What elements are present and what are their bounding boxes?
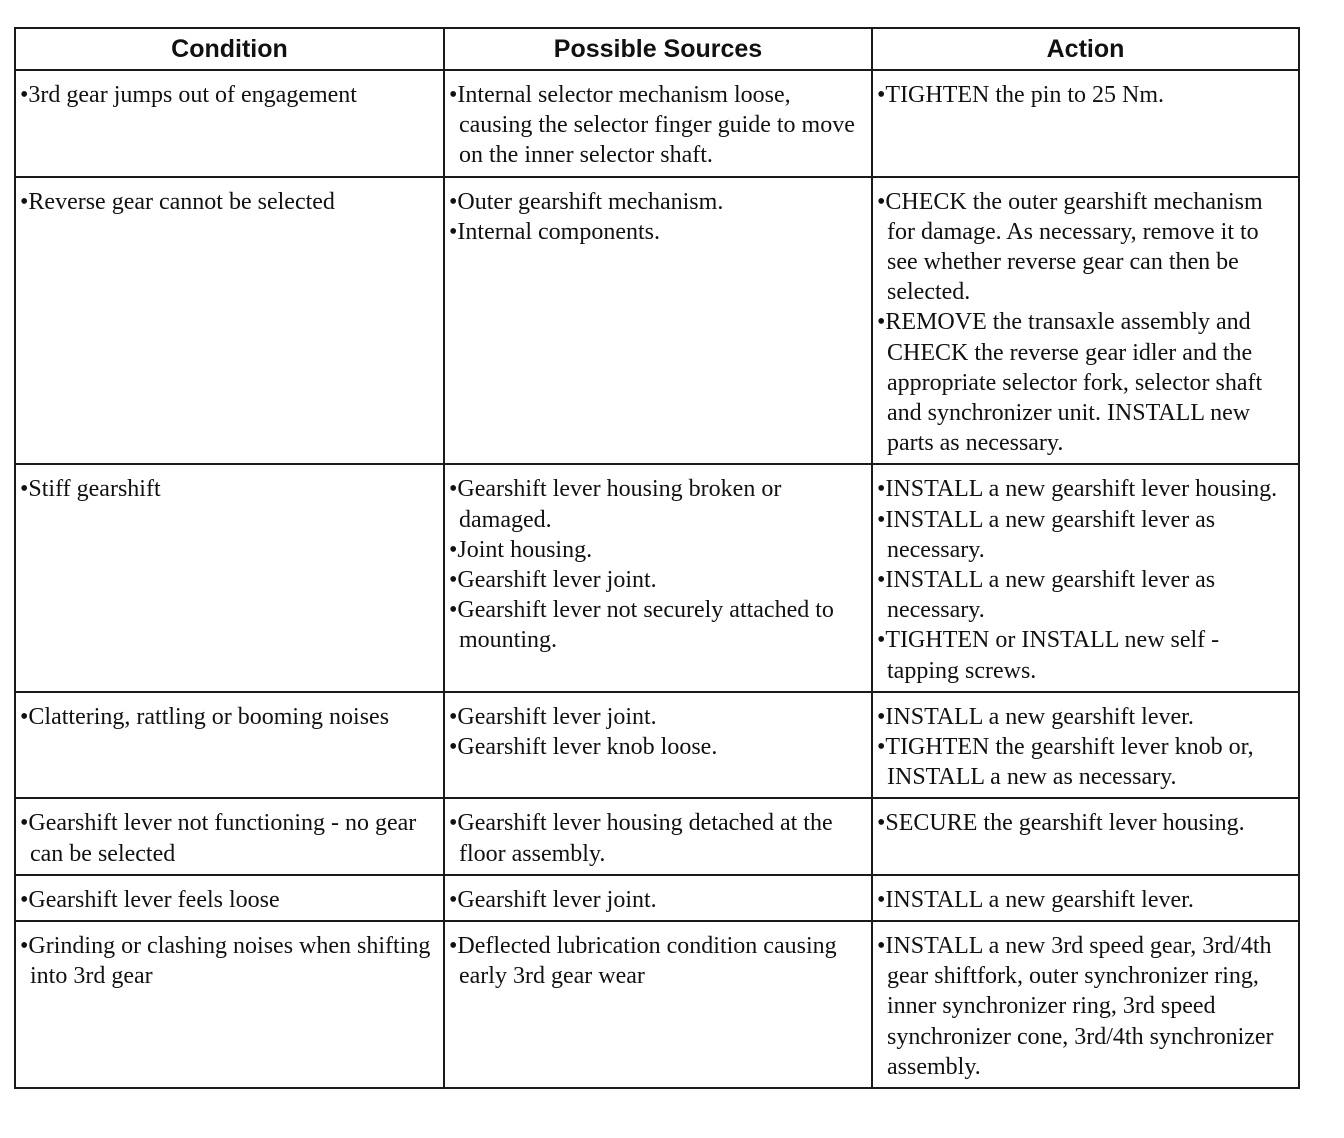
action-item: • INSTALL a new gearshift lever as necessary.	[877, 565, 1292, 625]
source-item: • Internal selector mechanism loose, causing the selector finger guide to move on the inner selector shaft.	[449, 80, 865, 171]
header-action: Action	[872, 28, 1299, 70]
header-row	[15, 28, 1299, 70]
source-item: • Gearshift lever joint.	[449, 885, 865, 915]
condition-item: • Grinding or clashing noises when shifting into 3rd gear	[20, 931, 437, 991]
action-item: • INSTALL a new gearshift lever.	[877, 885, 1292, 915]
condition-item: • Stiff gearshift	[20, 474, 437, 504]
action-item: • TIGHTEN the gearshift lever knob or, INSTALL a new as necessary.	[877, 732, 1292, 792]
condition-item: • 3rd gear jumps out of engagement	[20, 80, 437, 110]
action-cell	[872, 692, 1299, 799]
action-item: • INSTALL a new gearshift lever housing.	[877, 474, 1292, 504]
header-possible-sources: Possible Sources	[444, 28, 872, 70]
sources-cell	[444, 921, 872, 1088]
action-cell	[872, 798, 1299, 874]
sources-cell	[444, 464, 872, 691]
action-item: • CHECK the outer gearshift mechanism for damage. As necessary, remove it to see whether reverse gear can then be selected.	[877, 187, 1292, 308]
action-item: • INSTALL a new gearshift lever.	[877, 702, 1292, 732]
sources-cell	[444, 875, 872, 921]
action-item: • INSTALL a new 3rd speed gear, 3rd/4th gear shiftfork, outer synchronizer ring, inner synchronizer ring, 3rd speed synchronizer cone, 3rd/4th synchronizer assembly.	[877, 931, 1292, 1082]
source-item: • Gearshift lever not securely attached to mounting.	[449, 595, 865, 655]
action-cell	[872, 921, 1299, 1088]
table-row	[15, 464, 1299, 691]
action-item: • INSTALL a new gearshift lever as necessary.	[877, 505, 1292, 565]
action-cell	[872, 70, 1299, 177]
condition-cell	[15, 798, 444, 874]
condition-item: • Gearshift lever feels loose	[20, 885, 437, 915]
action-cell	[872, 875, 1299, 921]
action-item: • TIGHTEN the pin to 25 Nm.	[877, 80, 1292, 110]
action-cell	[872, 464, 1299, 691]
sources-cell	[444, 798, 872, 874]
source-item: • Gearshift lever housing broken or damaged.	[449, 474, 865, 534]
condition-cell	[15, 177, 444, 465]
sources-cell	[444, 692, 872, 799]
diagnosis-table	[14, 27, 1300, 1089]
source-item: • Gearshift lever joint.	[449, 565, 865, 595]
action-cell	[872, 177, 1299, 465]
table-row	[15, 692, 1299, 799]
source-item: • Gearshift lever joint.	[449, 702, 865, 732]
condition-cell	[15, 70, 444, 177]
condition-item: • Clattering, rattling or booming noises	[20, 702, 437, 732]
table-row	[15, 921, 1299, 1088]
table-row	[15, 70, 1299, 177]
condition-item: • Gearshift lever not functioning - no gear can be selected	[20, 808, 437, 868]
action-item: • SECURE the gearshift lever housing.	[877, 808, 1292, 838]
source-item: • Gearshift lever housing detached at the floor assembly.	[449, 808, 865, 868]
source-item: • Outer gearshift mechanism.	[449, 187, 865, 217]
condition-item: • Reverse gear cannot be selected	[20, 187, 437, 217]
sources-cell	[444, 177, 872, 465]
condition-cell	[15, 921, 444, 1088]
condition-cell	[15, 464, 444, 691]
header-condition: Condition	[15, 28, 444, 70]
source-item: • Internal components.	[449, 217, 865, 247]
sources-cell	[444, 70, 872, 177]
table-row	[15, 875, 1299, 921]
table-row	[15, 798, 1299, 874]
table-row	[15, 177, 1299, 465]
source-item: • Joint housing.	[449, 535, 865, 565]
condition-cell	[15, 875, 444, 921]
source-item: • Gearshift lever knob loose.	[449, 732, 865, 762]
action-item: • TIGHTEN or INSTALL new self - tapping screws.	[877, 625, 1292, 685]
source-item: • Deflected lubrication condition causing early 3rd gear wear	[449, 931, 865, 991]
action-item: • REMOVE the transaxle assembly and CHECK the reverse gear idler and the appropriate selector fork, selector shaft and synchronizer unit. INSTALL new parts as necessary.	[877, 307, 1292, 458]
condition-cell	[15, 692, 444, 799]
